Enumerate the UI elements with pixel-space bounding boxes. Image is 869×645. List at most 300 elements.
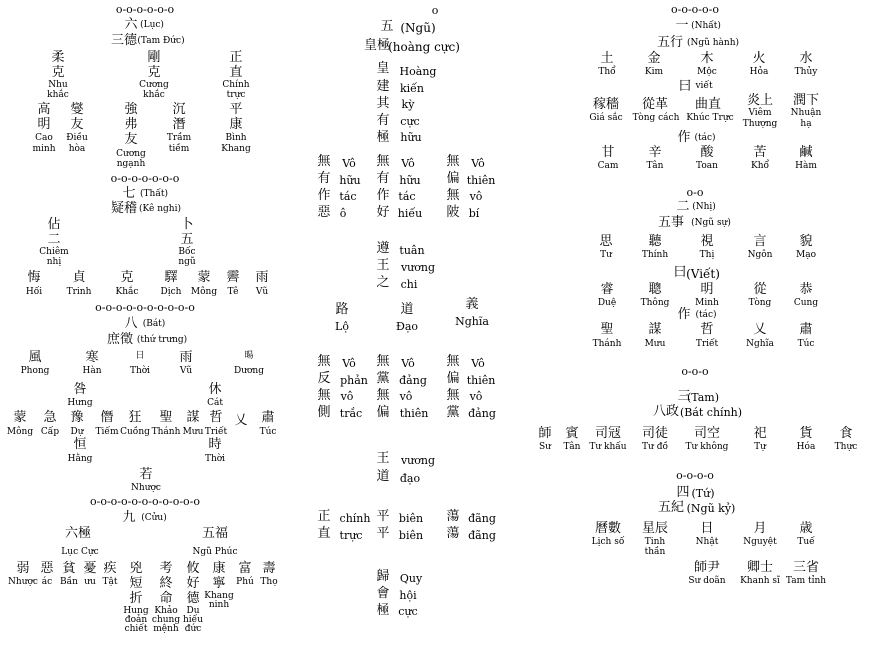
text-right-12: Mộc [697,67,717,77]
text-middle-66: vô [399,390,413,403]
text-right-111: Lịch số [591,537,625,547]
text-left-73: 雨 [179,350,193,365]
text-right-100: Thực [834,442,858,452]
text-middle-13: 極 [376,130,390,145]
text-left-55: 蒙 [197,270,211,285]
text-right-90: 祀 [753,426,767,441]
text-right-22: Giá sắc [589,113,623,123]
text-middle-85: 直 [317,526,331,541]
text-left-49: nhị [46,257,62,267]
text-left-77: Thời [129,366,151,376]
text-left-129: Bần [60,577,78,587]
text-right-9: 水 [799,51,813,66]
text-middle-69: 側 [317,405,331,420]
text-middle-17: 無 [376,154,390,169]
text-left-81: 休 [208,382,222,397]
text-left-76: Hàn [82,366,102,376]
text-right-53: Thị [699,250,715,260]
text-left-70: 風 [28,350,42,365]
text-middle-68: vô [469,390,483,403]
text-right-78: Nghĩa [746,339,774,349]
text-middle-16: Vô [342,157,356,170]
text-left-13: Chính [222,80,250,90]
text-left-143: Hung [123,606,149,616]
text-middle-63: 無 [317,388,331,403]
text-middle-89: 蕩 [446,526,460,541]
text-right-84: (Bát chính) [679,406,743,419]
text-left-56: 霽 [226,270,240,285]
text-middle-0: o [431,4,439,17]
text-middle-4: (hoàng cực) [388,40,460,54]
text-middle-24: hữu [399,174,421,187]
text-right-73: 乂 [753,322,767,337]
text-middle-86: trực [339,529,363,542]
text-middle-10: kỳ [401,98,415,111]
text-left-139: 命 [159,591,173,606]
text-right-67: Cung [793,298,819,308]
text-right-14: Thủy [794,67,818,77]
text-right-30: (tác) [694,133,716,143]
text-middle-64: vô [340,390,354,403]
text-left-28: Điều [66,133,88,143]
text-middle-9: 其 [376,96,390,111]
text-middle-5: 皇 [376,61,390,76]
text-left-121: 兇 [129,561,143,576]
text-middle-50: Nghĩa [455,315,489,328]
text-left-39: 七 [122,186,136,201]
text-left-31: Bình [225,133,247,143]
text-right-116: thần [644,547,666,557]
text-left-29: 友 [124,132,138,147]
text-middle-26: thiên [466,174,496,187]
text-left-74: 暘 [244,351,254,361]
text-middle-1: 五 [380,19,394,34]
text-middle-23: 有 [376,171,390,186]
text-left-43: 佔 [47,217,61,232]
text-left-141: Khang [204,591,234,601]
text-middle-32: vô [469,190,483,203]
text-left-36: Cương [116,149,146,159]
text-right-102: 四 [676,485,690,500]
text-middle-79: 正 [317,509,331,524]
text-left-45: 二 [47,232,61,247]
text-middle-20: Vô [471,157,485,170]
text-right-80: o-o-o [681,365,709,378]
text-middle-3: 皇極 [363,38,391,53]
text-middle-46: 道 [400,302,414,317]
text-middle-41: 王 [376,258,390,273]
text-right-88: 司徒 [641,426,669,441]
text-left-21: 平 [229,102,243,117]
text-right-37: Tân [646,161,664,171]
text-right-15: 曰 [678,79,692,94]
text-left-131: Tật [102,577,118,587]
text-right-5: 土 [600,51,614,66]
text-left-149: chiết [124,624,148,634]
text-left-101: Triết [204,427,228,437]
text-right-118: 卿士 [746,560,774,575]
text-middle-19: 無 [446,154,460,169]
text-middle-75: 王 [376,451,390,466]
text-right-40: Hàm [795,161,817,171]
text-right-64: Thông [640,298,670,308]
text-left-90: 謀 [186,410,200,425]
text-left-104: 時 [208,437,222,452]
text-middle-55: 無 [446,354,460,369]
text-left-128: ác [41,577,53,587]
text-left-14: khắc [47,90,69,100]
text-left-32: minh [32,144,56,154]
text-right-68: 作 [677,307,691,322]
text-middle-30: tác [398,190,416,203]
text-left-41: 疑稽 [110,201,138,216]
text-middle-27: 作 [317,188,331,203]
text-left-25: 潛 [172,117,186,132]
text-left-35: Khang [221,144,251,154]
text-left-68: 庶徵 [106,332,134,347]
text-middle-39: 遵 [376,241,390,256]
text-right-60: 明 [700,282,714,297]
text-right-93: Sư [539,442,551,452]
text-middle-52: Vô [342,357,356,370]
text-right-52: Thính [641,250,669,260]
text-right-8: 火 [752,51,766,66]
text-left-63: Tê [227,287,239,297]
text-left-42: (Kê nghi) [139,204,181,214]
text-right-47: 聽 [648,234,662,249]
text-right-115: Tuế [797,537,815,547]
text-right-39: Khổ [750,161,770,171]
text-left-97: Tiếm [95,427,119,437]
text-right-110: 歳 [799,521,813,536]
text-left-52: 貞 [72,270,86,285]
text-left-0: o-o-o-o-o-o [115,3,175,16]
text-left-61: Dịch [160,287,182,297]
text-right-41: o-o [686,186,704,199]
text-left-125: 富 [238,561,252,576]
text-middle-34: ô [339,207,347,220]
text-middle-62: thiên [466,374,496,387]
text-right-109: 月 [753,521,767,536]
text-right-21: 潤下 [792,93,820,108]
text-middle-76: vương [400,454,436,467]
text-left-84: 蒙 [13,410,27,425]
text-middle-70: trắc [339,407,363,420]
text-middle-67: 無 [446,388,460,403]
text-right-122: Tam tỉnh [785,576,827,586]
text-middle-49: Đạo [395,320,419,333]
text-left-98: Cuồng [120,427,150,437]
text-left-27: Cao [35,133,53,143]
text-right-59: 聰 [648,282,662,297]
text-left-123: 攸 [186,561,200,576]
text-middle-80: chính [339,512,371,525]
text-left-135: 寧 [212,576,226,591]
text-right-112: Tinh [644,537,666,547]
text-right-24: Khúc Trực [686,113,734,123]
text-middle-28: tác [339,190,357,203]
text-left-19: 強 [124,102,138,117]
text-left-113: 五福 [201,526,229,541]
text-right-114: Nguyệt [743,537,777,547]
text-right-54: Ngôn [747,250,773,260]
text-left-93: 肅 [261,410,275,425]
text-right-46: 思 [599,234,613,249]
text-left-71: 寒 [85,350,99,365]
text-left-137: Thọ [260,577,278,587]
text-right-77: Triết [695,339,719,349]
text-left-145: Du [186,606,200,616]
text-right-26: Nhuận [790,108,822,118]
text-right-63: Duệ [597,298,617,308]
text-right-98: Tự [754,442,766,452]
text-middle-11: 有 [376,113,390,128]
text-middle-77: 道 [376,469,390,484]
text-middle-35: 好 [376,205,390,220]
text-left-30: Trầm [166,133,192,143]
text-left-50: ngũ [178,257,196,267]
text-middle-33: 惡 [317,205,331,220]
text-left-15: khắc [143,90,165,100]
text-right-120: Sư doãn [688,576,726,586]
text-right-45: (Ngũ sự) [691,218,731,228]
text-left-126: 壽 [262,561,276,576]
text-right-56: 曰 [673,265,687,280]
text-left-3: 三德 [110,33,138,48]
text-middle-25: 偏 [446,171,460,186]
text-right-103: (Tứ) [691,487,715,500]
text-left-127: Nhược [8,577,38,587]
text-middle-71: 偏 [376,405,390,420]
text-right-108: 日 [700,521,714,536]
text-left-96: Dự [70,427,84,437]
text-left-130: ưu [84,577,96,587]
text-left-110: 九 [122,510,136,525]
text-middle-59: 黨 [376,371,390,386]
text-right-58: 睿 [600,282,614,297]
text-left-20: 沉 [172,102,186,117]
text-right-6: 金 [647,51,661,66]
text-middle-93: 會 [376,586,390,601]
text-left-119: 憂 [83,561,97,576]
text-right-62: 恭 [799,282,813,297]
text-right-97: Tư không [685,442,729,452]
text-left-8: 克 [51,65,65,80]
text-right-27: Thượng [742,119,778,129]
text-right-82: (Tam) [686,391,720,404]
text-left-60: Khắc [115,287,139,297]
text-middle-22: hữu [339,174,361,187]
text-right-65: Minh [695,298,719,308]
text-left-5: 柔 [51,50,65,65]
text-right-74: 肅 [799,322,813,337]
text-middle-72: thiên [399,407,429,420]
text-right-61: 從 [753,282,767,297]
text-right-43: (Nhị) [692,202,716,212]
text-left-18: 燮 [70,102,84,117]
text-right-55: Mạo [796,250,816,260]
text-left-124: 康 [212,561,226,576]
text-left-12: Cương [139,80,169,90]
text-middle-7: 建 [376,79,390,94]
text-right-38: Toan [696,161,718,171]
text-left-85: 急 [43,410,57,425]
text-middle-2: (Ngũ) [400,21,436,35]
text-left-140: 德 [186,591,200,606]
text-right-107: 星辰 [641,521,669,536]
text-left-24: 弗 [124,117,138,132]
text-left-112: 六極 [64,526,92,541]
text-left-82: Hưng [67,398,93,408]
text-middle-92: Quy [399,572,423,585]
text-middle-96: cực [398,605,418,618]
text-middle-61: 偏 [446,371,460,386]
text-middle-14: hữu [400,131,422,144]
text-left-72: 日 [135,351,145,361]
text-middle-54: Vô [401,357,415,370]
text-left-148: hiếu [182,615,204,625]
text-right-51: Tư [600,250,612,260]
text-right-85: 師 [538,426,552,441]
text-left-142: ninh [208,600,230,610]
text-left-11: Nhu [48,80,68,90]
text-left-37: ngạnh [116,159,146,169]
text-right-95: Tư khấu [589,442,627,452]
text-right-2: (Nhất) [691,21,721,31]
text-left-1: 六 [124,17,138,32]
text-left-132: 短 [129,576,143,591]
text-left-33: hòa [68,144,86,154]
text-middle-12: cực [400,115,420,128]
text-right-66: Tòng [748,298,772,308]
text-left-114: Lục Cực [61,547,99,557]
text-right-86: 賓 [565,426,579,441]
text-right-70: 聖 [600,322,614,337]
text-right-20: 炎上 [746,93,774,108]
text-left-111: (Cửu) [141,513,167,523]
text-left-62: Mông [190,287,218,297]
text-left-150: mệnh [153,624,179,634]
text-left-44: 卜 [180,217,194,232]
text-right-34: 苦 [753,145,767,160]
text-left-59: Trinh [66,287,92,297]
text-left-107: 若 [139,467,153,482]
text-middle-36: hiếu [397,207,423,220]
text-middle-65: 無 [376,388,390,403]
text-left-94: Mông [6,427,34,437]
text-right-31: 甘 [601,145,615,160]
text-left-47: Chiêm [39,247,69,257]
text-left-6: 剛 [147,50,161,65]
text-middle-78: đạo [399,472,421,485]
text-right-96: Tư đồ [642,442,668,452]
text-right-57: (Viết) [686,267,720,281]
text-right-44: 五事 [657,215,685,230]
text-right-119: 三省 [792,560,820,575]
text-left-64: Vũ [255,287,269,297]
text-right-87: 司冦 [594,426,622,441]
text-middle-21: 有 [317,171,331,186]
text-middle-74: đảng [468,407,496,420]
text-left-122: 考 [159,561,173,576]
text-middle-48: Lộ [335,320,349,333]
text-left-144: Khảo [154,606,178,616]
text-left-146: đoản [124,615,148,625]
text-left-34: tiềm [168,144,190,154]
text-middle-31: 無 [446,188,460,203]
text-middle-82: biên [398,512,424,525]
text-right-81: 三 [677,389,691,404]
text-right-48: 視 [700,234,714,249]
text-left-40: (Thất) [140,189,168,199]
text-left-17: 高 [37,102,51,117]
text-right-83: 八政 [652,404,680,419]
text-left-133: 終 [159,576,173,591]
text-middle-53: 無 [376,354,390,369]
text-left-118: 貧 [62,561,76,576]
text-right-35: 鹹 [799,145,813,160]
text-middle-57: 反 [317,371,331,386]
text-left-4: (Tam Đức) [137,36,185,46]
text-right-79: Túc [797,339,815,349]
text-right-13: Hỏa [749,67,769,77]
text-left-7: 正 [229,50,243,65]
text-middle-18: Vô [401,157,415,170]
text-left-115: Ngũ Phúc [192,547,238,557]
text-left-134: 好 [186,576,200,591]
text-left-69: (thứ trưng) [136,335,188,345]
text-right-94: Tân [563,442,581,452]
text-right-17: 稼穡 [592,97,620,112]
text-left-51: 悔 [27,270,41,285]
text-left-53: 克 [120,270,134,285]
text-middle-43: 之 [376,275,390,290]
text-right-11: Kim [644,67,664,77]
text-left-10: 直 [229,65,243,80]
text-right-4: (Ngũ hành) [686,38,740,48]
text-left-108: Nhược [131,483,161,493]
text-middle-81: 平 [376,509,390,524]
text-left-88: 狂 [128,410,142,425]
text-left-120: 疾 [103,561,117,576]
text-left-116: 弱 [16,561,30,576]
text-right-91: 貨 [799,426,813,441]
text-right-42: 二 [676,199,690,214]
text-left-86: 豫 [70,410,84,425]
text-right-75: Thánh [592,339,622,349]
text-middle-45: 路 [335,302,349,317]
text-left-58: Hối [25,287,43,297]
text-right-36: Cam [597,161,619,171]
text-middle-51: 無 [317,354,331,369]
text-middle-90: đãng [468,529,496,542]
text-left-26: 康 [229,117,243,132]
text-left-147: chung [151,615,181,625]
text-left-78: Vũ [179,366,193,376]
text-middle-91: 歸 [376,569,390,584]
text-right-117: 師尹 [693,560,721,575]
text-right-1: 一 [675,18,689,33]
text-right-105: (Ngũ kỷ) [686,502,736,515]
text-left-83: Cát [207,398,223,408]
text-right-106: 曆數 [594,521,622,536]
text-left-67: (Bát) [142,319,166,329]
text-right-89: 司空 [693,426,721,441]
text-left-23: 友 [70,117,84,132]
text-left-103: 恒 [73,437,87,452]
text-middle-87: 平 [376,526,390,541]
text-right-71: 謀 [648,322,662,337]
